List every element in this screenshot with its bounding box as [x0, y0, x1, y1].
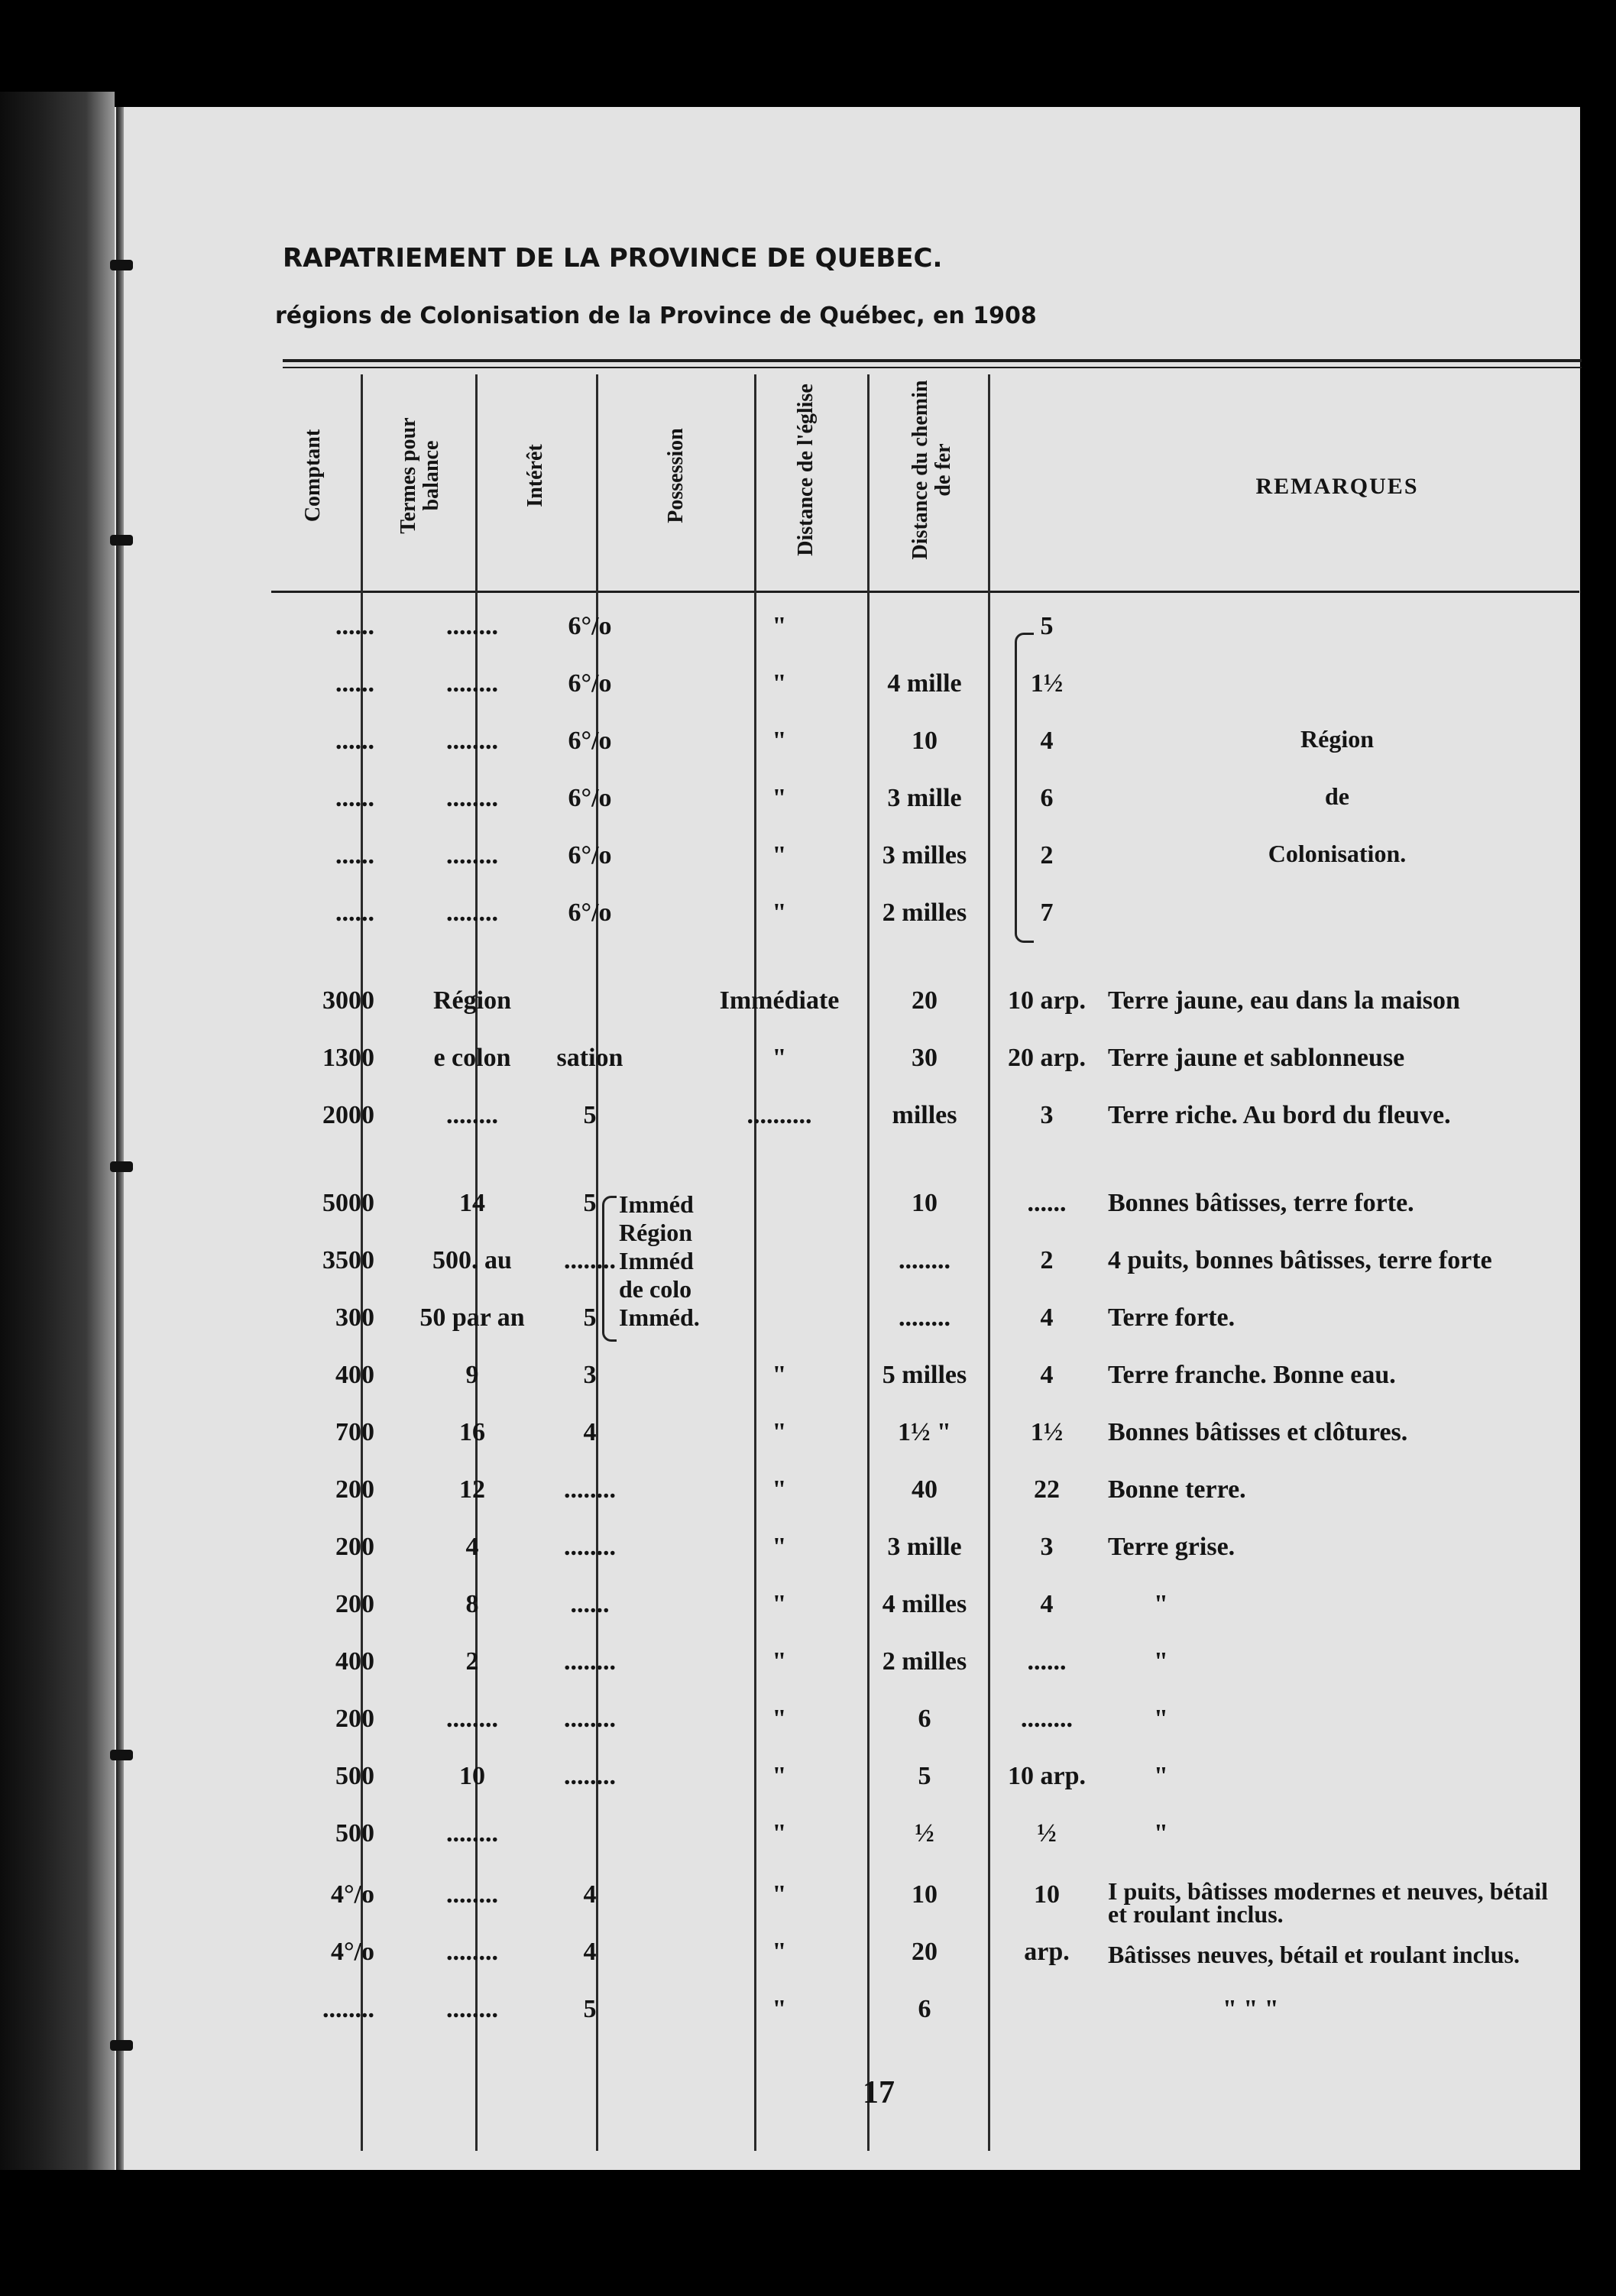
- header-remarques: REMARQUES: [1255, 474, 1419, 499]
- cell-possession: ": [772, 1647, 787, 1676]
- cell-termes: ........: [446, 1938, 498, 1966]
- cell-termes: 9: [465, 1361, 479, 1389]
- header-top-rule-thin: [283, 367, 1582, 368]
- table-row: [115, 776, 1580, 821]
- cell-remarques: ": [1154, 1705, 1168, 1733]
- header-bottom-rule: [271, 591, 1579, 593]
- cell-distance-chemin: 2: [1040, 1246, 1054, 1274]
- binding-mark: [110, 2040, 133, 2051]
- table-row: [115, 661, 1580, 707]
- cell-termes: ........: [446, 1995, 498, 2023]
- cell-distance-chemin: 4: [1040, 1303, 1054, 1332]
- cell-distance-eglise: 6: [918, 1995, 931, 2023]
- header-termes: Termes pour balance: [397, 417, 443, 534]
- page-number: 17: [863, 2075, 895, 2110]
- binding-mark: [110, 1161, 133, 1172]
- cell-possession: ": [772, 899, 787, 927]
- cell-interet: 6°/o: [568, 612, 612, 640]
- binding-mark: [110, 260, 133, 270]
- cell-interet: 5: [583, 1101, 597, 1129]
- cell-remarques: [1108, 833, 1574, 879]
- cell-interet: 4: [583, 1880, 597, 1909]
- cell-interet: 5: [583, 1303, 597, 1332]
- cell-possession: ": [772, 1705, 787, 1733]
- cell-distance-chemin: 5: [1040, 612, 1054, 640]
- cell-possession: ": [772, 727, 787, 755]
- cell-comptant: 200: [335, 1533, 374, 1561]
- cell-possession: ": [772, 669, 787, 698]
- table-row: [115, 604, 1580, 649]
- cell-remarques: Terre forte.: [1108, 1303, 1235, 1332]
- table-row: [115, 1639, 1580, 1685]
- cell-distance-chemin: 4: [1040, 1590, 1054, 1618]
- cell-interet: 6°/o: [568, 899, 612, 927]
- cell-distance-eglise: 20: [912, 1938, 938, 1966]
- cell-remarques: I puits, bâtisses modernes et neuves, bétail et roulant inclus.: [1108, 1877, 1549, 1928]
- cell-remarques: 4 puits, bonnes bâtisses, terre forte: [1108, 1246, 1492, 1274]
- cell-distance-chemin: ......: [1027, 1189, 1067, 1217]
- page-subtitle: régions de Colonisation de la Province de Québec, en 1908: [275, 303, 1037, 329]
- cell-interet: 5: [583, 1995, 597, 2023]
- header-distance-chemin-fer: Distance du chemin de fer: [908, 380, 955, 560]
- cell-possession: ": [772, 1418, 787, 1446]
- header-distance-eglise: Distance de l'église: [794, 384, 818, 556]
- table-row: [115, 1524, 1580, 1570]
- cell-distance-chemin: ½: [1037, 1819, 1057, 1847]
- cell-comptant: 200: [335, 1590, 374, 1618]
- table-row: [115, 718, 1580, 764]
- cell-termes: 10: [459, 1762, 485, 1790]
- cell-distance-chemin: 4: [1040, 1361, 1054, 1389]
- cell-distance-chemin: arp.: [1024, 1938, 1070, 1966]
- cell-remarques: ": [1154, 1819, 1168, 1847]
- cell-distance-eglise: 4 mille: [887, 669, 962, 698]
- cell-termes: ........: [446, 1101, 498, 1129]
- cell-distance-chemin: ......: [1027, 1647, 1067, 1676]
- cell-possession: ": [772, 841, 787, 870]
- cell-interet: 6°/o: [568, 727, 612, 755]
- cell-remarques: [1108, 890, 1574, 936]
- cell-comptant: 3500: [322, 1246, 374, 1274]
- cell-termes: ........: [446, 669, 498, 698]
- cell-distance-eglise: 3 milles: [882, 841, 967, 870]
- cell-remarques: ": [1154, 1647, 1168, 1676]
- table-row: [115, 1238, 1580, 1284]
- cell-interet: ........: [564, 1705, 616, 1733]
- cell-distance-chemin: 7: [1040, 899, 1054, 927]
- possession-line: Imméd: [619, 1247, 694, 1274]
- possession-line: Imméd.: [619, 1303, 700, 1331]
- cell-termes: ........: [446, 1819, 498, 1847]
- cell-distance-eglise: ........: [899, 1246, 950, 1274]
- cell-termes: Région: [433, 986, 511, 1015]
- cell-comptant: ......: [335, 727, 374, 755]
- cell-distance-eglise: 30: [912, 1044, 938, 1072]
- cell-distance-eglise: 2 milles: [882, 899, 967, 927]
- cell-remarques: [1108, 776, 1574, 821]
- cell-termes: 12: [459, 1475, 485, 1504]
- cell-distance-chemin: [955, 1987, 1138, 2032]
- cell-remarques: " " ": [1223, 1995, 1279, 2023]
- cell-comptant: 2000: [322, 1101, 374, 1129]
- cell-distance-chemin: ........: [1021, 1705, 1073, 1733]
- cell-interet: ........: [564, 1533, 616, 1561]
- cell-termes: 50 par an: [419, 1303, 525, 1332]
- table-row: [115, 1811, 1580, 1857]
- cell-termes: 2: [465, 1647, 479, 1676]
- table-row: [115, 890, 1580, 936]
- cell-comptant: 200: [335, 1475, 374, 1504]
- cell-comptant: 4°/o: [330, 1880, 374, 1909]
- table-row: [115, 833, 1580, 879]
- cell-distance-chemin: 4: [1040, 727, 1054, 755]
- cell-remarques: Bonnes bâtisses et clôtures.: [1108, 1418, 1408, 1446]
- possession-line: Imméd: [619, 1190, 694, 1218]
- table-row: [115, 1872, 1580, 1928]
- cell-interet: 6°/o: [568, 841, 612, 870]
- cell-comptant: 500: [335, 1819, 374, 1847]
- possession-line: de colo: [619, 1275, 692, 1303]
- table-row: [115, 1754, 1580, 1799]
- table-row: [115, 1035, 1580, 1081]
- cell-distance-eglise: ........: [899, 1303, 950, 1332]
- cell-distance-eglise: 2 milles: [882, 1647, 967, 1676]
- cell-possession: ": [772, 1995, 787, 2023]
- cell-remarques: Bonnes bâtisses, terre forte.: [1108, 1189, 1414, 1217]
- cell-remarques: Terre grise.: [1108, 1533, 1235, 1561]
- table-row: [115, 1295, 1580, 1341]
- cell-interet: ........: [564, 1475, 616, 1504]
- cell-possession: ": [772, 1044, 787, 1072]
- cell-termes: e colon: [433, 1044, 511, 1072]
- cell-interet: ........: [564, 1246, 616, 1274]
- cell-comptant: 4°/o: [330, 1938, 374, 1966]
- header-possession: Possession: [664, 428, 688, 523]
- table-row: [115, 1696, 1580, 1742]
- cell-distance-chemin: 1½: [1030, 1418, 1064, 1446]
- cell-comptant: 400: [335, 1361, 374, 1389]
- cell-distance-eglise: 10: [912, 727, 938, 755]
- document-page: [115, 107, 1580, 2170]
- cell-remarques: [1108, 718, 1574, 764]
- cell-remarques: ": [1154, 1590, 1168, 1618]
- cell-distance-eglise: 1½ ": [898, 1418, 951, 1446]
- cell-termes: ........: [446, 612, 498, 640]
- cell-interet: 3: [583, 1361, 597, 1389]
- table-row: [115, 978, 1580, 1024]
- cell-possession: Immédiate: [719, 986, 840, 1015]
- binding-mark: [110, 535, 133, 546]
- cell-comptant: ........: [322, 1995, 374, 2023]
- group-remark-line: de: [1325, 782, 1349, 810]
- cell-distance-eglise: 10: [912, 1880, 938, 1909]
- cell-comptant: ......: [335, 784, 374, 812]
- cell-interet: 5: [583, 1189, 597, 1217]
- cell-comptant: ......: [335, 612, 374, 640]
- cell-termes: ........: [446, 841, 498, 870]
- table-row: [115, 1929, 1580, 1975]
- cell-interet: [475, 978, 704, 1024]
- cell-possession: ": [772, 1762, 787, 1790]
- cell-interet: 6°/o: [568, 784, 612, 812]
- cell-possession: ": [772, 1590, 787, 1618]
- page-title: RAPATRIEMENT DE LA PROVINCE DE QUEBEC.: [283, 243, 943, 274]
- cell-distance-eglise: ½: [915, 1819, 934, 1847]
- cell-distance-chemin: 3: [1040, 1533, 1054, 1561]
- table-row: [115, 1352, 1580, 1398]
- cell-interet: 6°/o: [568, 669, 612, 698]
- cell-distance-eglise: milles: [892, 1101, 957, 1129]
- cell-possession: ": [772, 1819, 787, 1847]
- cell-comptant: ......: [335, 841, 374, 870]
- cell-distance-eglise: 5 milles: [882, 1361, 967, 1389]
- cell-distance-eglise: 3 mille: [887, 1533, 962, 1561]
- cell-remarques: Terre franche. Bonne eau.: [1108, 1361, 1396, 1389]
- table-row: [115, 1582, 1580, 1627]
- cell-remarques: [1108, 604, 1574, 649]
- cell-comptant: ......: [335, 899, 374, 927]
- cell-comptant: ......: [335, 669, 374, 698]
- cell-possession: ": [772, 612, 787, 640]
- cell-comptant: 400: [335, 1647, 374, 1676]
- cell-distance-chemin: 10 arp.: [1008, 986, 1086, 1015]
- cell-comptant: 3000: [322, 986, 374, 1015]
- cell-termes: ........: [446, 1880, 498, 1909]
- table-row: [115, 1093, 1580, 1138]
- cell-possession: ": [772, 784, 787, 812]
- table-row: [115, 1180, 1580, 1226]
- cell-comptant: 300: [335, 1303, 374, 1332]
- cell-possession: ": [772, 1880, 787, 1909]
- cell-distance-eglise: 5: [918, 1762, 931, 1790]
- cell-remarques: Terre riche. Au bord du fleuve.: [1108, 1101, 1451, 1129]
- table-row: [115, 1410, 1580, 1456]
- cell-possession: ": [772, 1533, 787, 1561]
- cell-distance-chemin: 3: [1040, 1101, 1054, 1129]
- table-row: [115, 1467, 1580, 1513]
- cell-interet: 4: [583, 1418, 597, 1446]
- cell-interet: ........: [564, 1647, 616, 1676]
- cell-distance-eglise: 6: [918, 1705, 931, 1733]
- cell-interet: ........: [564, 1762, 616, 1790]
- cell-possession: ..........: [746, 1101, 812, 1129]
- cell-remarques: Terre jaune et sablonneuse: [1108, 1044, 1405, 1072]
- book-spine: [116, 107, 124, 2170]
- cell-termes: ........: [446, 1705, 498, 1733]
- cell-distance-eglise: 40: [912, 1475, 938, 1504]
- header-top-rule: [283, 359, 1582, 362]
- cell-distance-chemin: 6: [1040, 784, 1054, 812]
- cell-remarques: Bâtisses neuves, bétail et roulant inclus.: [1108, 1941, 1520, 1968]
- header-interet: Intérêt: [523, 444, 547, 507]
- cell-interet: 4: [583, 1938, 597, 1966]
- cell-remarques: [1108, 661, 1574, 707]
- cell-distance-eglise: 20: [912, 986, 938, 1015]
- cell-termes: 16: [459, 1418, 485, 1446]
- cell-remarques: Terre jaune, eau dans la maison: [1108, 986, 1460, 1015]
- cell-interet: sation: [556, 1044, 623, 1072]
- cell-comptant: 5000: [322, 1189, 374, 1217]
- cell-distance-chemin: 10 arp.: [1008, 1762, 1086, 1790]
- cell-distance-chemin: 1½: [1030, 669, 1064, 698]
- cell-remarques: Bonne terre.: [1108, 1475, 1246, 1504]
- cell-distance-chemin: 10: [1034, 1880, 1060, 1909]
- cell-interet: ......: [570, 1590, 610, 1618]
- cell-termes: ........: [446, 899, 498, 927]
- table-row: [115, 1987, 1580, 2032]
- cell-distance-eglise: 10: [912, 1189, 938, 1217]
- cell-distance-eglise: 4 milles: [882, 1590, 967, 1618]
- group-remark-line: Région: [1300, 725, 1374, 753]
- cell-termes: 4: [465, 1533, 479, 1561]
- cell-distance-eglise: 3 mille: [887, 784, 962, 812]
- cell-termes: 500. au: [432, 1246, 512, 1274]
- cell-distance-chemin: 20 arp.: [1008, 1044, 1086, 1072]
- cell-termes: 14: [459, 1189, 485, 1217]
- possession-line: Région: [619, 1219, 692, 1246]
- cell-comptant: 700: [335, 1418, 374, 1446]
- cell-distance-chemin: 22: [1034, 1475, 1060, 1504]
- previous-page-edge: [0, 92, 115, 2170]
- cell-comptant: 200: [335, 1705, 374, 1733]
- group-remark-line: Colonisation.: [1268, 840, 1407, 867]
- cell-termes: ........: [446, 727, 498, 755]
- cell-remarques: ": [1154, 1762, 1168, 1790]
- cell-distance-chemin: 2: [1040, 841, 1054, 870]
- cell-possession: ": [772, 1475, 787, 1504]
- header-comptant: Comptant: [301, 429, 325, 523]
- cell-termes: ........: [446, 784, 498, 812]
- cell-comptant: 500: [335, 1762, 374, 1790]
- cell-interet: [475, 1811, 704, 1857]
- cell-possession: ": [772, 1361, 787, 1389]
- cell-termes: 8: [465, 1590, 479, 1618]
- cell-comptant: 1300: [322, 1044, 374, 1072]
- cell-possession: ": [772, 1938, 787, 1966]
